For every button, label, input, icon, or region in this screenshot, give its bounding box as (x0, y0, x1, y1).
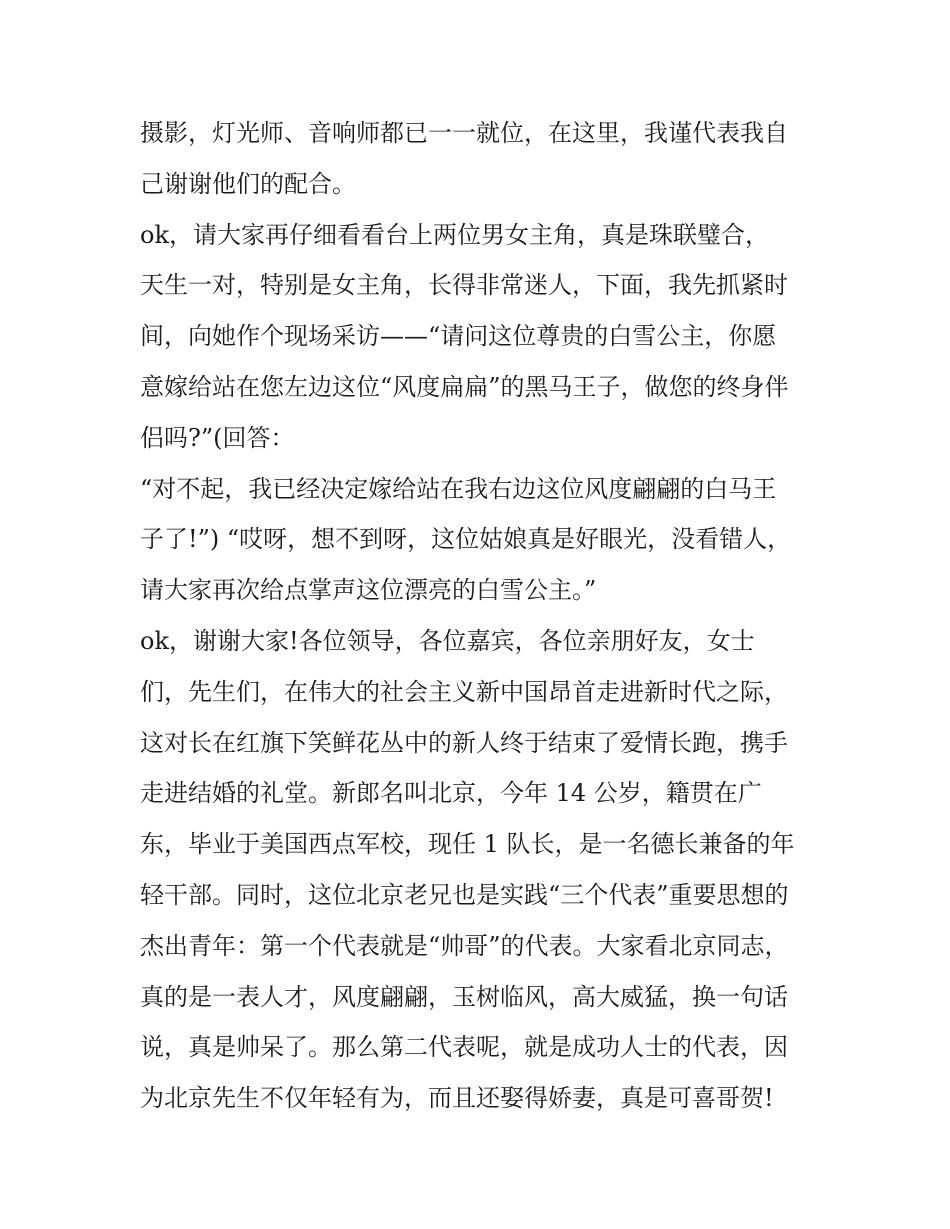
text-line: 杰出青年：第一个代表就是“帅哥”的代表。大家看北京同志， (140, 931, 789, 960)
text-line: 们，先生们，在伟大的社会主义新中国昂首走进新时代之际， (140, 677, 788, 706)
text-line: 为北京先生不仅年轻有为，而且还娶得娇妻，真是可喜哥贺! (140, 1084, 774, 1113)
text-line: 这对长在红旗下笑鲜花丛中的新人终于结束了爱情长跑，携手 (140, 728, 788, 757)
text-line: 请大家再次给点掌声这位漂亮的白雪公主。” (140, 576, 597, 605)
text-line: 侣吗?”(回答： (140, 423, 295, 452)
text-line: 摄影，灯光师、音响师都已一一就位，在这里，我谨代表我自 (140, 119, 788, 147)
text-line: “对不起，我已经决定嫁给站在我右边这位风度翩翩的白马王 (140, 474, 777, 503)
text-line: 间，向她作个现场采访——“请问这位尊贵的白雪公主，你愿 (140, 322, 777, 351)
text-line: 走进结婚的礼堂。新郎名叫北京，今年 14 公岁，籍贯在广 (140, 779, 762, 808)
text-line: 说，真是帅呆了。那么第二代表呢，就是成功人士的代表，因 (140, 1033, 788, 1062)
text-line: 天生一对，特别是女主角，长得非常迷人，下面，我先抓紧时 (140, 271, 788, 300)
text-line: 己谢谢他们的配合。 (140, 169, 356, 198)
body-text (140, 108, 830, 1124)
text-line: 子了!”) “哎呀，想不到呀，这位姑娘真是好眼光，没看错人， (140, 525, 792, 554)
text-line: 东，毕业于美国西点军校，现任 1 队长，是一名德长兼备的年 (140, 830, 795, 859)
text-line: 意嫁给站在您左边这位“风度扁扁”的黑马王子，做您的终身伴 (140, 372, 789, 401)
text-line: ok，谢谢大家!各位领导，各位嘉宾，各位亲朋好友，女士 (140, 626, 755, 655)
text-line: 轻干部。同时，这位北京老兄也是实践“三个代表”重要思想的 (140, 880, 789, 909)
text-line: ok，请大家再仔细看看台上两位男女主角，真是珠联璧合， (140, 220, 769, 249)
text-line: 真的是一表人才，风度翩翩，玉树临风，高大威猛，换一句话 (140, 982, 788, 1011)
